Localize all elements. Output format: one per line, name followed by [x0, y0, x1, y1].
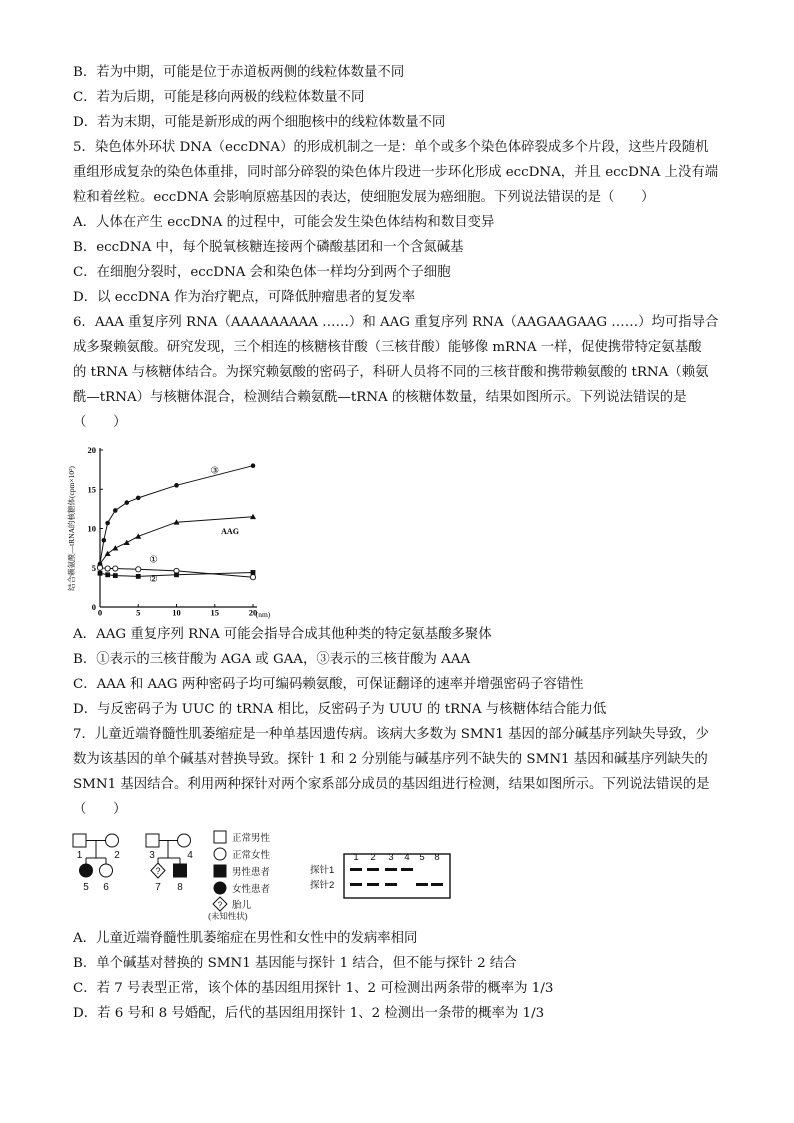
- chart-labels: [66, 445, 271, 619]
- data-point: [174, 572, 179, 577]
- pedigree-male-1: [73, 834, 86, 847]
- data-point: [105, 566, 110, 571]
- y-tick-label: 15: [87, 484, 96, 495]
- chart-marks: [97, 463, 256, 579]
- pedigree-label-7: 7: [155, 882, 161, 893]
- legend-label-unknown-trait: (未知性状): [208, 911, 248, 921]
- pedigree-female-4: [178, 834, 191, 847]
- data-point: [113, 566, 118, 571]
- data-point: [136, 496, 141, 501]
- q7-option-b: B．单个碱基对替换的 SMN1 基因能与探针 1 结合，但不能与探针 2 结合: [73, 956, 517, 971]
- data-point: [251, 463, 256, 468]
- y-tick-label: 0: [91, 602, 96, 612]
- pedigree-affected-female-5: [80, 864, 93, 877]
- q6-option-b: B．①表示的三核苷酸为 AGA 或 GAA，③表示的三核苷酸为 AAA: [73, 652, 471, 667]
- gel-band-probe1-lane2: [367, 868, 379, 871]
- q7-stem-line-2: 数为该基因的单个碱基对替换导致。探针 1 和 2 分别能与碱基序列不缺失的 SMN1 基因和碱基序列缺失的: [73, 752, 708, 767]
- gel-band-probe1-lane4: [401, 868, 413, 871]
- q6-option-d: D．与反密码子为 UUC 的 tRNA 相比，反密码子为 UUU 的 tRNA 与核糖体结合能力低: [73, 702, 607, 717]
- q7-option-d: D．若 6 号和 8 号婚配，后代的基因组用探针 1、2 检测出一条带的概率为 1/3: [73, 1006, 545, 1021]
- gel-lane-label-4: 4: [404, 852, 410, 863]
- gel-band-probe2-lane8: [431, 883, 443, 886]
- data-point: [102, 538, 107, 543]
- gel-band-probe2-lane5: [416, 883, 428, 886]
- data-point: [98, 571, 103, 576]
- y-tick-label: 20: [87, 445, 96, 455]
- pedigree-fetus-mark: ?: [155, 866, 161, 876]
- legend-label-normal-female: 正常女性: [232, 850, 271, 861]
- pedigree-figure: [66, 828, 486, 920]
- x-tick-label: 15: [210, 607, 219, 618]
- legend-affected-male-icon: [214, 865, 226, 877]
- legend-affected-female-icon: [214, 882, 226, 894]
- gel-band-probe1-lane3: [385, 868, 397, 871]
- gel-band-probe2-lane3: [385, 883, 397, 886]
- x-tick-label: 0: [97, 607, 103, 618]
- y-axis-label: 结合赖氨酰—tRNA的核糖体(cpm×10³): [67, 466, 76, 591]
- data-point: [136, 567, 141, 572]
- series-label: AAG: [221, 526, 239, 536]
- pedigree-label-4: 4: [187, 850, 193, 861]
- pedigree-label-3: 3: [149, 850, 155, 861]
- q7-option-a: A．儿童近端脊髓性肌萎缩症在男性和女性中的发病率相同: [73, 931, 418, 946]
- q5-option-c: C．在细胞分裂时，eccDNA 会和染色体一样均分到两个子细胞: [73, 265, 451, 280]
- pedigree-affected-male-8: [174, 864, 187, 877]
- q4-option-d: D．若为末期，可能是新形成的两个细胞核中的线粒体数量不同: [73, 115, 446, 130]
- x-tick-label: 5: [136, 607, 141, 618]
- pedigree-female-2: [106, 834, 119, 847]
- pedigree-label-1: 1: [76, 850, 83, 861]
- pedigree-label-6: 6: [103, 882, 109, 893]
- data-point: [113, 508, 118, 513]
- probe-1-label: 探针1: [310, 865, 335, 876]
- gel-lane-label-3: 3: [388, 852, 394, 863]
- data-point: [251, 570, 256, 575]
- legend-label-affected-female: 女性患者: [232, 884, 271, 895]
- q5-stem-line-1: 5．染色体外环状 DNA（eccDNA）的形成机制之一是：单个或多个染色体碎裂成多个片段，这些片段随机: [73, 140, 709, 155]
- series-label: ②: [149, 574, 158, 585]
- q7-option-c: C．若 7 号表型正常，该个体的基因组用探针 1、2 可检测出两条带的概率为 1/3: [73, 981, 554, 996]
- q5-option-a: A．人体在产生 eccDNA 的过程中，可能会发生染色体结构和数目变异: [73, 215, 495, 230]
- q4-option-b: B．若为中期，可能是位于赤道板两侧的线粒体数量不同: [73, 65, 405, 80]
- q6-option-c: C．AAA 和 AAG 两种密码子均可编码赖氨酸，可保证翻译的速率并增强密码子容错性: [73, 677, 584, 692]
- q6-stem-line-3: 的 tRNA 与核糖体结合。为探究赖氨酸的密码子，科研人员将不同的三核苷酸和携带赖氨酸的 tRNA（赖氨: [73, 365, 709, 380]
- legend-normal-male-icon: [214, 831, 226, 843]
- gel-band-probe2-lane1: [350, 883, 362, 886]
- data-point: [105, 572, 110, 577]
- x-tick-label: 10: [172, 607, 181, 618]
- probe-2-label: 探针2: [310, 880, 335, 891]
- y-tick-label: 10: [87, 523, 96, 534]
- q7-stem-line-4: （ ）: [73, 802, 127, 817]
- q6-stem-line-5: （ ）: [73, 415, 127, 430]
- data-point: [112, 545, 118, 550]
- data-point: [174, 483, 179, 488]
- x-unit-label: (nm): [255, 610, 271, 619]
- pedigree-male-3: [146, 834, 159, 847]
- series-label: ①: [149, 555, 158, 566]
- q6-stem-line-1: 6．AAA 重复序列 RNA（AAAAAAAAA ……）和 AAG 重复序列 RNA（AAGAAGAAG ……）均可指导合: [73, 315, 719, 330]
- data-point: [136, 574, 141, 579]
- legend-label-affected-male: 男性患者: [232, 867, 271, 878]
- q4-option-c: C．若为后期，可能是移向两极的线粒体数量不同: [73, 90, 365, 105]
- gel-lane-label-1: 1: [353, 852, 359, 863]
- q6-stem-line-2: 成多聚赖氨酸。研究发现，三个相连的核糖核苷酸（三核苷酸）能够像 mRNA 一样，促使携带特定氨基酸: [73, 340, 702, 355]
- q5-option-b: B．eccDNA 中，每个脱氧核糖连接两个磷酸基团和一个含氮碱基: [73, 240, 464, 255]
- data-point: [105, 521, 110, 526]
- data-point: [97, 565, 102, 570]
- gel-lane-label-5: 5: [419, 852, 425, 863]
- series-label: ③: [210, 466, 220, 477]
- data-point: [124, 500, 129, 505]
- ribosome-binding-chart: [66, 440, 271, 619]
- q5-option-d: D．以 eccDNA 作为治疗靶点，可降低肿瘤患者的复发率: [73, 290, 416, 305]
- data-point: [113, 573, 118, 578]
- q7-stem-line-1: 7．儿童近端脊髓性肌萎缩症是一种单基因遗传病。该病大多数为 SMN1 基因的部分碱基序列缺失导致，少: [73, 727, 709, 742]
- gel-lane-label-8: 8: [434, 852, 440, 863]
- q5-stem-line-2: 重组形成复杂的染色体重排，同时部分碎裂的染色体片段进一步环化形成 eccDNA，并且 eccDNA 上没有端: [73, 165, 719, 180]
- data-point: [250, 575, 255, 580]
- legend-fetus-mark: ?: [217, 900, 223, 910]
- q6-option-a: A．AAG 重复序列 RNA 可能会指导合成其他种类的特定氨基酸多聚体: [73, 627, 492, 642]
- legend-label-normal-male: 正常男性: [232, 833, 271, 844]
- q7-stem-line-3: SMN1 基因结合。利用两种探针对两个家系部分成员的基因组进行检测，结果如图所示。下列说法错误的是: [73, 777, 710, 792]
- pedigree-label-2: 2: [114, 850, 120, 861]
- pedigree-label-5: 5: [83, 882, 89, 893]
- series-line: [100, 466, 253, 564]
- q6-stem-line-4: 酰—tRNA）与核糖体混合，检测结合赖氨酰—tRNA 的核糖体数量，结果如图所示。下列说法错误的是: [73, 390, 687, 405]
- legend-label-fetus: 胎儿: [232, 900, 252, 911]
- x-tick-label: 20: [248, 607, 258, 618]
- data-point: [105, 551, 111, 556]
- gel-band-probe2-lane2: [367, 883, 379, 886]
- y-tick-label: 5: [91, 562, 96, 573]
- pedigree-label-8: 8: [177, 882, 183, 893]
- gel-band-probe1-lane1: [350, 868, 362, 871]
- pedigree-female-6: [100, 864, 113, 877]
- legend-normal-female-icon: [214, 848, 226, 860]
- gel-lane-label-2: 2: [370, 852, 376, 863]
- pedigree-svg: [66, 828, 486, 920]
- chart-svg: [66, 440, 271, 619]
- q5-stem-line-3: 粒和着丝粒。eccDNA 会影响原癌基因的表达，使细胞发展为癌细胞。下列说法错误的是（ ）: [73, 190, 655, 205]
- data-point: [124, 540, 130, 545]
